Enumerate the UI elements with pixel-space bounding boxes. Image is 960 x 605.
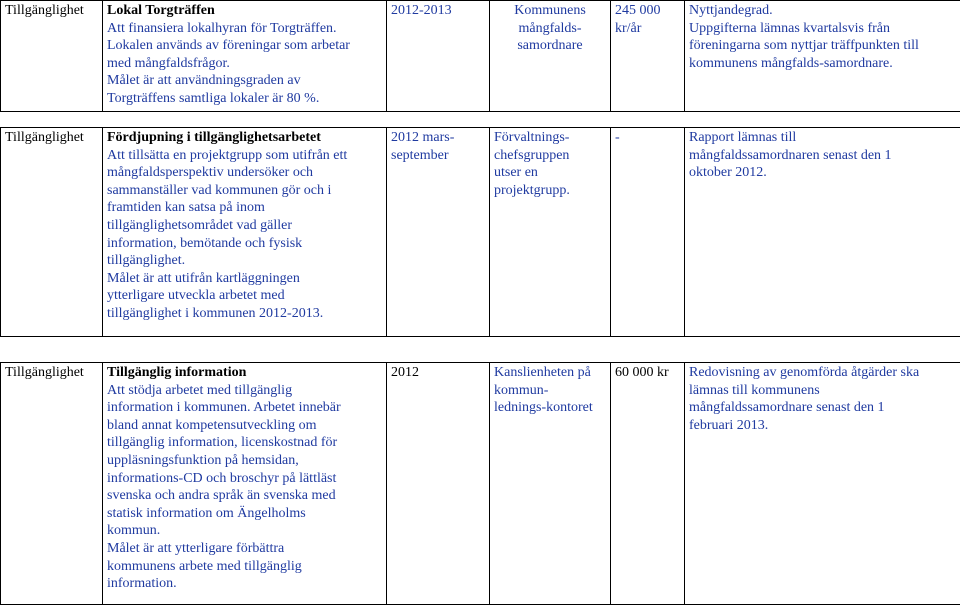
time-cell bbox=[387, 128, 490, 337]
follow-up-line: mångfaldssamordnare senast den 1 bbox=[689, 400, 885, 416]
description-line: framtiden kan satsa på inom bbox=[107, 200, 265, 216]
time-line: 2012 mars- bbox=[391, 130, 455, 145]
time-cell bbox=[387, 1, 490, 112]
description-cell bbox=[103, 1, 387, 112]
description-line: tillgänglighetsområdet vad gäller bbox=[107, 217, 293, 233]
responsible-line: chefsgruppen bbox=[494, 147, 570, 163]
item-title: Lokal Torgträffen bbox=[107, 3, 215, 18]
follow-up-cell bbox=[685, 363, 960, 605]
description-line: Lokalen används av föreningar som arbetar bbox=[107, 38, 350, 54]
description-line: tillgänglighet i kommunen 2012-2013. bbox=[107, 305, 324, 321]
responsible-cell bbox=[490, 363, 611, 605]
follow-up-cell bbox=[685, 128, 960, 337]
item-title: Fördjupning i tillgänglighetsarbetet bbox=[107, 130, 321, 145]
time-value: 2012-2013 bbox=[391, 3, 452, 18]
time-value: 2012 bbox=[391, 365, 419, 380]
description-line: Att tillsätta en projektgrupp som utifrån ett bbox=[107, 147, 348, 163]
category-label: Tillgänglighet bbox=[5, 3, 84, 18]
description-line: mångfaldsperspektiv undersöker och bbox=[107, 165, 314, 181]
description-line: Att finansiera lokalhyran för Torgträffen. bbox=[107, 20, 337, 36]
description-line: svenska och andra språk än svenska med bbox=[107, 488, 336, 504]
cost-line: kr/år bbox=[615, 20, 642, 36]
description-line: Målet är att utifrån kartläggningen bbox=[107, 270, 300, 286]
cost-value: 60 000 kr bbox=[615, 365, 669, 380]
cost-cell bbox=[611, 1, 685, 112]
description-line: Målet är att användningsgraden av bbox=[107, 73, 301, 89]
cost-cell bbox=[611, 363, 685, 605]
description-line: ytterligare utveckla arbetet med bbox=[107, 288, 285, 304]
description-line: statisk information om Ängelholms bbox=[107, 505, 306, 521]
follow-up-cell bbox=[685, 1, 960, 112]
description-line: uppläsningsfunktion på hemsidan, bbox=[107, 452, 299, 468]
time-cell bbox=[387, 363, 490, 605]
follow-up-line: oktober 2012. bbox=[689, 165, 767, 181]
responsible-line: kommun- bbox=[494, 382, 549, 398]
table-row-tillganglig-information bbox=[0, 362, 960, 605]
cost-cell bbox=[611, 128, 685, 337]
description-line: information. bbox=[107, 576, 177, 592]
description-line: med mångfaldsfrågor. bbox=[107, 55, 230, 71]
description-line: kommun. bbox=[107, 523, 161, 539]
cost-value: - bbox=[615, 130, 620, 145]
follow-up-line: Redovisning av genomförda åtgärder ska bbox=[689, 365, 920, 380]
responsible-line: Förvaltnings- bbox=[494, 130, 570, 145]
description-line: Att stödja arbetet med tillgänglig bbox=[107, 382, 293, 398]
category-cell bbox=[1, 363, 103, 605]
item-title: Tillgänglig information bbox=[107, 365, 247, 380]
description-line: information, bemötande och fysisk bbox=[107, 235, 303, 251]
table-row-lokal-torgtraffen bbox=[0, 0, 960, 112]
description-line: bland annat kompetensutveckling om bbox=[107, 417, 317, 433]
follow-up-line: föreningarna som nyttjar träffpunkten till bbox=[689, 38, 919, 54]
description-line: sammanställer vad kommunen gör och i bbox=[107, 182, 332, 198]
time-line: september bbox=[391, 147, 449, 163]
category-cell bbox=[1, 128, 103, 337]
follow-up-line: Rapport lämnas till bbox=[689, 130, 797, 145]
description-cell bbox=[103, 363, 387, 605]
responsible-line: Kanslienheten på bbox=[494, 365, 591, 380]
table-row-fordjupning bbox=[0, 127, 960, 337]
description-line: Torgträffens samtliga lokaler är 80 %. bbox=[107, 90, 320, 106]
follow-up-line: kommunens mångfalds-samordnare. bbox=[689, 55, 893, 71]
responsible-line: utser en bbox=[494, 165, 538, 181]
follow-up-line: lämnas till kommunens bbox=[689, 382, 820, 398]
responsible-line: Kommunens bbox=[514, 3, 586, 18]
description-line: informations-CD och broschyr på lättläst bbox=[107, 470, 337, 486]
description-line: tillgänglig information, licenskostnad för bbox=[107, 435, 338, 451]
responsible-line: mångfalds- bbox=[518, 20, 582, 36]
follow-up-line: Nyttjandegrad. bbox=[689, 3, 773, 18]
responsible-line: samordnare bbox=[517, 38, 583, 54]
follow-up-line: februari 2013. bbox=[689, 417, 769, 433]
responsible-line: projektgrupp. bbox=[494, 182, 570, 198]
category-cell bbox=[1, 1, 103, 112]
responsible-line: lednings-kontoret bbox=[494, 400, 593, 416]
description-line: Målet är att ytterligare förbättra bbox=[107, 540, 285, 556]
cost-line: 245 000 bbox=[615, 3, 661, 18]
follow-up-line: mångfaldssamordnaren senast den 1 bbox=[689, 147, 892, 163]
description-line: kommunens arbete med tillgänglig bbox=[107, 558, 302, 574]
description-line: information i kommunen. Arbetet innebär bbox=[107, 400, 341, 416]
responsible-cell bbox=[490, 1, 611, 112]
description-line: tillgänglighet. bbox=[107, 253, 186, 269]
description-cell bbox=[103, 128, 387, 337]
category-label: Tillgänglighet bbox=[5, 365, 84, 380]
category-label: Tillgänglighet bbox=[5, 130, 84, 145]
follow-up-line: Uppgifterna lämnas kvartalsvis från bbox=[689, 20, 890, 36]
responsible-cell bbox=[490, 128, 611, 337]
